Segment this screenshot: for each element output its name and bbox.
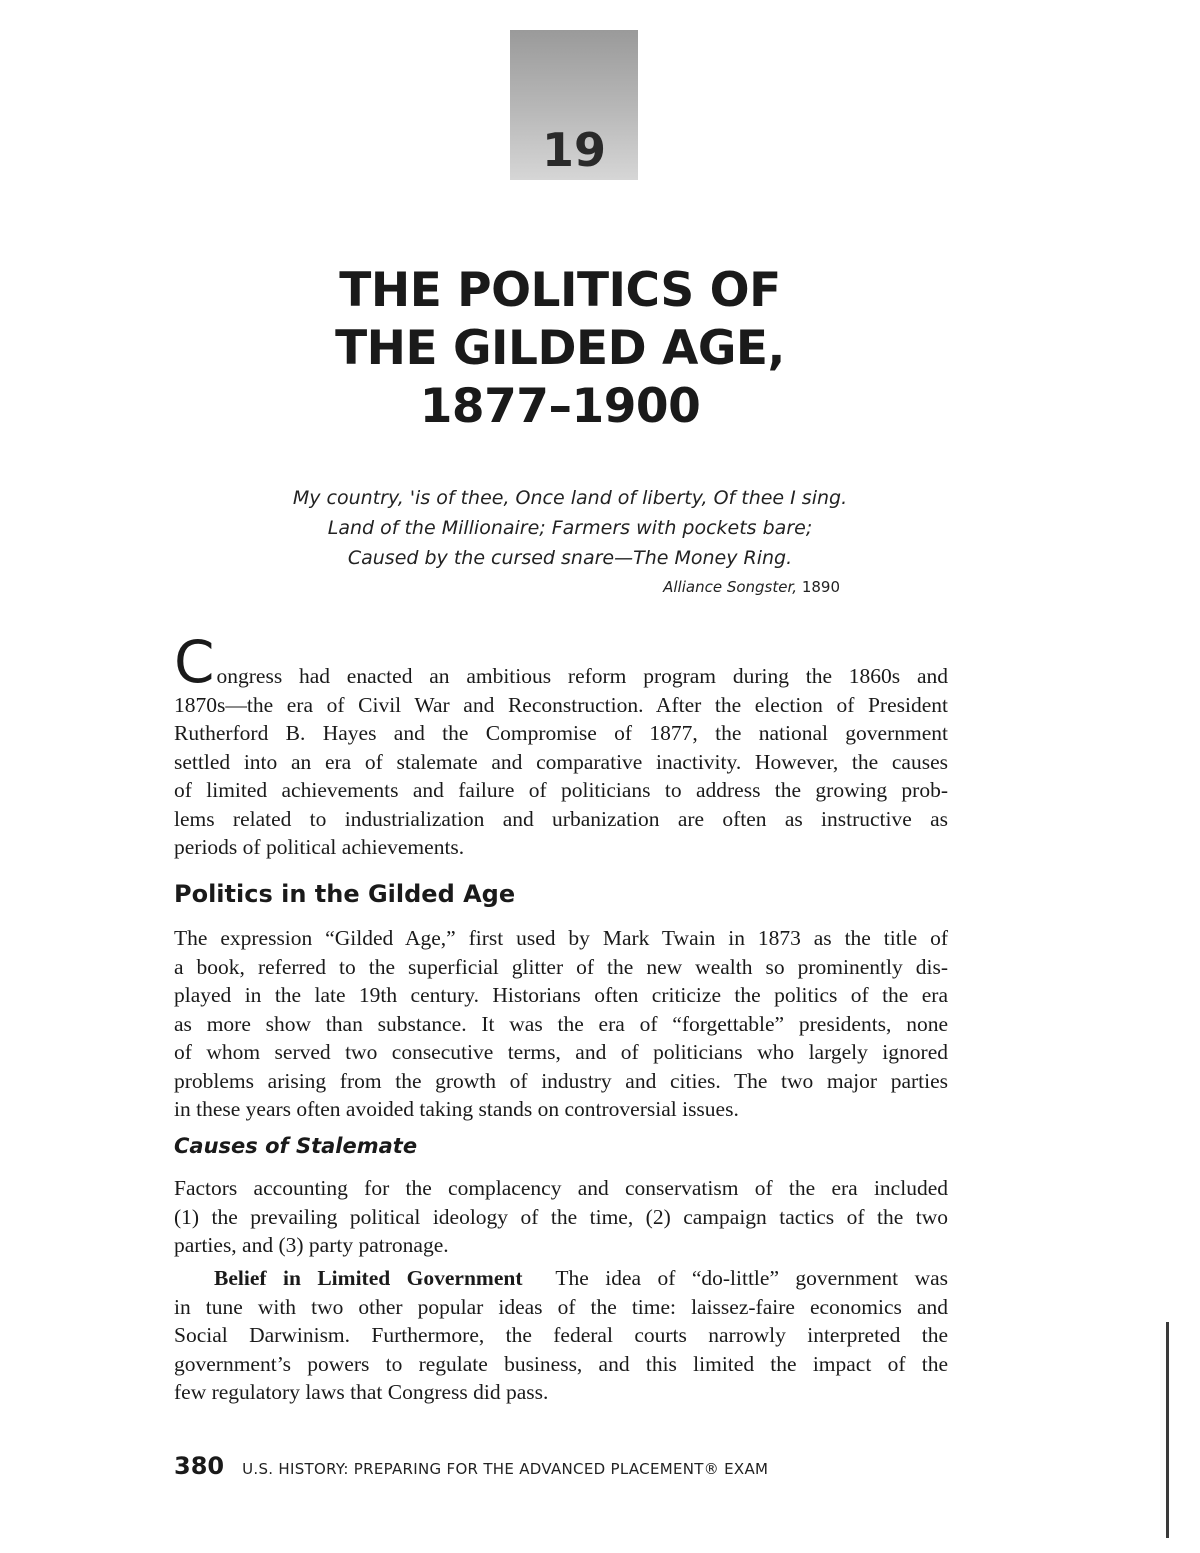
- chapter-title-line: THE POLITICS OF: [339, 263, 781, 318]
- paragraph-line: ongress had enacted an ambitious reform program during the 1860s and: [216, 664, 948, 688]
- scan-edge-line: [1166, 1322, 1169, 1538]
- paragraph-line: in these years often avoided taking stands on controversial issues.: [174, 1097, 739, 1121]
- paragraph-line: problems arising from the growth of industry and cities. The two major parties: [174, 1068, 948, 1093]
- paragraph-first-line: [174, 1264, 948, 1293]
- paragraph-line: government’s powers to regulate business, and this limited the impact of the: [174, 1351, 948, 1376]
- epigraph: [240, 483, 900, 573]
- running-head: U.S. HISTORY: PREPARING FOR THE ADVANCED PLACEMENT® EXAM: [242, 1460, 769, 1478]
- intro-paragraph: [174, 628, 948, 862]
- paragraph-line: few regulatory laws that Congress did pass.: [174, 1380, 549, 1404]
- chapter-number-box: [510, 30, 638, 180]
- page-number: 380: [174, 1452, 225, 1480]
- epigraph-source-year: 1890: [801, 578, 840, 596]
- paragraph-line: played in the late 19th century. Historians often criticize the politics of the era: [174, 983, 948, 1007]
- paragraph-line: (1) the prevailing political ideology of the time, (2) campaign tactics of the two: [174, 1204, 948, 1229]
- chapter-title: [300, 262, 820, 436]
- run-in-heading: Belief in Limited Government: [214, 1266, 523, 1290]
- paragraph-line: lems related to industrialization and urbanization are often as instructive as: [174, 806, 948, 831]
- paragraph-line: The expression “Gilded Age,” first used by Mark Twain in 1873 as the title of: [174, 926, 948, 950]
- page-footer: [174, 1452, 768, 1480]
- paragraph-line: Factors accounting for the complacency and conservatism of the era included: [174, 1176, 948, 1200]
- epigraph-line: My country, 'is of thee, Once land of liberty, Of thee I sing.: [292, 487, 848, 509]
- epigraph-line: Land of the Millionaire; Farmers with pockets bare;: [327, 517, 813, 539]
- paragraph-line-rest: The idea of “do-little” government was: [555, 1266, 949, 1290]
- gilded-age-paragraph: [174, 924, 948, 1124]
- paragraph-line: 1870s—the era of Civil War and Reconstruction. After the election of President: [174, 692, 948, 717]
- section-heading: Politics in the Gilded Age: [174, 880, 516, 908]
- drop-cap: C: [174, 628, 215, 696]
- limited-government-paragraph: [174, 1264, 948, 1407]
- paragraph-line: a book, referred to the superficial glitter of the new wealth so prominently dis-: [174, 954, 948, 979]
- paragraph-line: as more show than substance. It was the era of “forgettable” presidents, none: [174, 1011, 948, 1036]
- chapter-title-line: THE GILDED AGE,: [335, 321, 785, 376]
- paragraph-line: of whom served two consecutive terms, and of politicians who largely ignored: [174, 1040, 948, 1064]
- paragraph-line: Social Darwinism. Furthermore, the federal courts narrowly interpreted the: [174, 1323, 948, 1347]
- paragraph-line: settled into an era of stalemate and comparative inactivity. However, the causes: [174, 749, 948, 774]
- epigraph-source-title: Alliance Songster,: [663, 578, 798, 596]
- chapter-title-line: 1877–1900: [419, 379, 701, 434]
- paragraph-line: periods of political achievements.: [174, 835, 465, 859]
- epigraph-line: Caused by the cursed snare—The Money Ring.: [347, 547, 793, 569]
- paragraph-line: of limited achievements and failure of politicians to address the growing prob-: [174, 778, 948, 802]
- paragraph-line: Rutherford B. Hayes and the Compromise of 1877, the national government: [174, 721, 948, 745]
- chapter-number: 19: [541, 123, 606, 177]
- paragraph-line: parties, and (3) party patronage.: [174, 1233, 449, 1257]
- subsection-heading: Causes of Stalemate: [174, 1134, 418, 1158]
- causes-paragraph: [174, 1174, 948, 1260]
- epigraph-source: [600, 578, 840, 596]
- paragraph-line: in tune with two other popular ideas of the time: laissez-faire economics and: [174, 1294, 948, 1319]
